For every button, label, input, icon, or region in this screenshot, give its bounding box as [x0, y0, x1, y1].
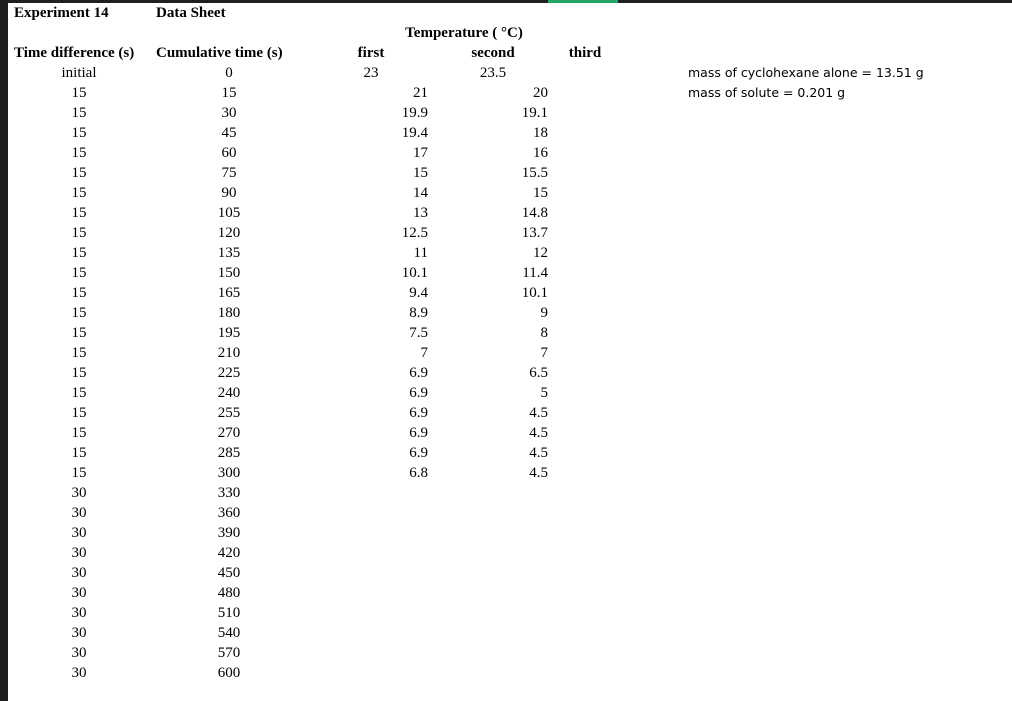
initial-cumulative-time: 0 [225, 65, 233, 81]
time-difference-cell: 15 [71, 165, 87, 181]
cumulative-time-cell: 210 [217, 345, 241, 361]
second-temperature-cell: 15 [533, 185, 548, 201]
time-difference-cell: 15 [71, 345, 87, 361]
cumulative-time-cell: 300 [217, 465, 241, 481]
cumulative-time-cell: 165 [217, 285, 241, 301]
time-difference-cell: 15 [71, 85, 87, 101]
first-temperature-cell: 13 [413, 205, 428, 221]
first-temperature-cell: 11 [413, 245, 428, 261]
column-header-first: first [357, 45, 385, 61]
time-difference-cell: 30 [71, 545, 87, 561]
cumulative-time-cell: 120 [217, 225, 241, 241]
second-temperature-cell: 4.5 [529, 425, 548, 441]
second-temperature-cell: 6.5 [529, 365, 548, 381]
time-difference-cell: 15 [71, 245, 87, 261]
time-difference-cell: 30 [71, 525, 87, 541]
cumulative-time-cell: 480 [217, 585, 241, 601]
first-temperature-cell: 17 [413, 145, 428, 161]
cumulative-time-cell: 570 [217, 645, 241, 661]
cumulative-time-cell: 180 [217, 305, 241, 321]
cumulative-time-cell: 195 [217, 325, 241, 341]
second-temperature-cell: 11.4 [522, 265, 548, 281]
initial-time-difference: initial [61, 65, 97, 81]
second-temperature-cell: 15.5 [521, 165, 548, 181]
first-temperature-cell: 6.9 [409, 385, 428, 401]
time-difference-cell: 30 [71, 605, 87, 621]
first-temperature-cell: 12.5 [401, 225, 428, 241]
second-temperature-cell: 5 [540, 385, 548, 401]
first-temperature-cell: 6.8 [409, 465, 428, 481]
cumulative-time-cell: 600 [217, 665, 241, 681]
first-temperature-cell: 9.4 [409, 285, 428, 301]
second-temperature-cell: 4.5 [529, 405, 548, 421]
second-temperature-cell: 14.8 [521, 205, 548, 221]
first-temperature-cell: 19.9 [401, 105, 428, 121]
cumulative-time-cell: 510 [217, 605, 241, 621]
cumulative-time-cell: 285 [217, 445, 241, 461]
first-temperature-cell: 6.9 [409, 425, 428, 441]
time-difference-cell: 15 [71, 465, 87, 481]
cumulative-time-cell: 450 [217, 565, 241, 581]
time-difference-cell: 15 [71, 105, 87, 121]
cumulative-time-cell: 30 [221, 105, 237, 121]
first-temperature-cell: 7.5 [409, 325, 428, 341]
time-difference-cell: 15 [71, 425, 87, 441]
sheet-title: Data Sheet [156, 5, 226, 21]
first-temperature-cell: 8.9 [409, 305, 428, 321]
time-difference-cell: 15 [71, 385, 87, 401]
column-header-cumulative-time: Cumulative time (s) [156, 45, 283, 61]
cumulative-time-cell: 390 [217, 525, 241, 541]
time-difference-cell: 15 [71, 205, 87, 221]
second-temperature-cell: 8 [540, 325, 548, 341]
time-difference-cell: 30 [71, 565, 87, 581]
cumulative-time-cell: 135 [217, 245, 241, 261]
cumulative-time-cell: 150 [217, 265, 241, 281]
second-temperature-cell: 4.5 [529, 465, 548, 481]
temperature-group-header: Temperature ( °C) [405, 25, 523, 41]
cumulative-time-cell: 45 [221, 125, 237, 141]
time-difference-cell: 15 [71, 125, 87, 141]
time-difference-cell: 30 [71, 625, 87, 641]
column-header-time-difference: Time difference (s) [14, 45, 135, 61]
cumulative-time-cell: 15 [221, 85, 237, 101]
time-difference-cell: 30 [71, 485, 87, 501]
window-top-border [0, 0, 1012, 3]
cumulative-time-cell: 240 [217, 385, 241, 401]
first-temperature-cell: 7 [420, 345, 428, 361]
time-difference-cell: 30 [71, 665, 87, 681]
time-difference-cell: 15 [71, 285, 87, 301]
selected-tab-indicator [548, 0, 618, 3]
cumulative-time-cell: 360 [217, 505, 241, 521]
time-difference-cell: 15 [71, 445, 87, 461]
cumulative-time-cell: 105 [217, 205, 241, 221]
column-header-third: third [568, 45, 602, 61]
time-difference-cell: 15 [71, 225, 87, 241]
cyclohexane-mass-note: mass of cyclohexane alone = 13.51 g [688, 65, 924, 80]
time-difference-cell: 15 [71, 365, 87, 381]
cumulative-time-cell: 90 [221, 185, 237, 201]
second-temperature-cell: 10.1 [521, 285, 548, 301]
second-temperature-cell: 7 [540, 345, 548, 361]
cumulative-time-cell: 60 [221, 145, 237, 161]
second-temperature-cell: 4.5 [529, 445, 548, 461]
time-difference-cell: 15 [71, 265, 87, 281]
first-temperature-cell: 10.1 [401, 265, 428, 281]
initial-second-temperature: 23.5 [479, 65, 507, 81]
second-temperature-cell: 20 [533, 85, 548, 101]
column-header-second: second [471, 45, 515, 61]
cumulative-time-cell: 225 [217, 365, 241, 381]
second-temperature-cell: 9 [540, 305, 548, 321]
first-temperature-cell: 19.4 [401, 125, 428, 141]
time-difference-cell: 30 [71, 505, 87, 521]
cumulative-time-cell: 255 [217, 405, 241, 421]
time-difference-cell: 15 [71, 325, 87, 341]
time-difference-cell: 15 [71, 145, 87, 161]
cumulative-time-cell: 420 [217, 545, 241, 561]
time-difference-cell: 30 [71, 585, 87, 601]
window-left-border [0, 0, 8, 701]
cumulative-time-cell: 540 [217, 625, 241, 641]
time-difference-cell: 15 [71, 185, 87, 201]
initial-first-temperature: 23 [363, 65, 379, 81]
experiment-title: Experiment 14 [14, 5, 109, 21]
first-temperature-cell: 14 [413, 185, 428, 201]
second-temperature-cell: 19.1 [521, 105, 548, 121]
time-difference-cell: 15 [71, 405, 87, 421]
first-temperature-cell: 6.9 [409, 405, 428, 421]
second-temperature-cell: 16 [533, 145, 548, 161]
second-temperature-cell: 13.7 [521, 225, 548, 241]
first-temperature-cell: 6.9 [409, 365, 428, 381]
time-difference-cell: 15 [71, 305, 87, 321]
solute-mass-note: mass of solute = 0.201 g [688, 85, 846, 100]
first-temperature-cell: 6.9 [409, 445, 428, 461]
second-temperature-cell: 12 [533, 245, 548, 261]
time-difference-cell: 30 [71, 645, 87, 661]
cumulative-time-cell: 75 [221, 165, 237, 181]
cumulative-time-cell: 270 [217, 425, 241, 441]
second-temperature-cell: 18 [533, 125, 548, 141]
first-temperature-cell: 15 [413, 165, 428, 181]
first-temperature-cell: 21 [413, 85, 428, 101]
cumulative-time-cell: 330 [217, 485, 241, 501]
